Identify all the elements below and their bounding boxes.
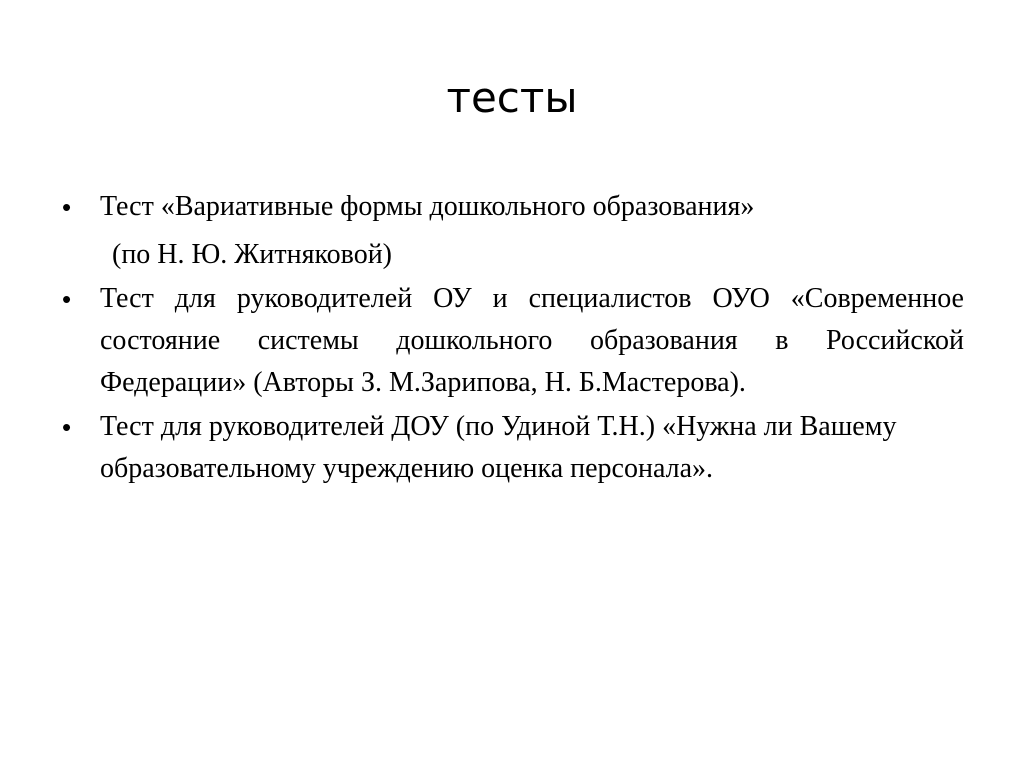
bullet-icon: • bbox=[62, 412, 72, 442]
list-item-subline: (по Н. Ю. Житняковой) bbox=[112, 239, 392, 270]
list-item bbox=[60, 186, 964, 276]
bullet-list bbox=[60, 186, 964, 492]
list-item-text: Тест для руководителей ДОУ (по Удиной Т.Н.) «Нужна ли Вашему образовательному учреждению оценка персонала». bbox=[100, 411, 897, 484]
list-item-text: Тест для руководителей ОУ и специалистов ОУО «Современное состояние системы дошкольного образования в Российской Федерации» (Авторы З. М.Зарипова, Н. Б.Мастерова). bbox=[100, 283, 964, 398]
slide-title: тесты bbox=[446, 73, 578, 122]
bullet-icon: • bbox=[62, 284, 72, 314]
bullet-icon: • bbox=[62, 192, 72, 222]
list-item bbox=[60, 278, 964, 404]
list-item-text: Тест «Вариативные формы дошкольного образования» bbox=[100, 191, 755, 222]
list-item bbox=[60, 406, 960, 490]
